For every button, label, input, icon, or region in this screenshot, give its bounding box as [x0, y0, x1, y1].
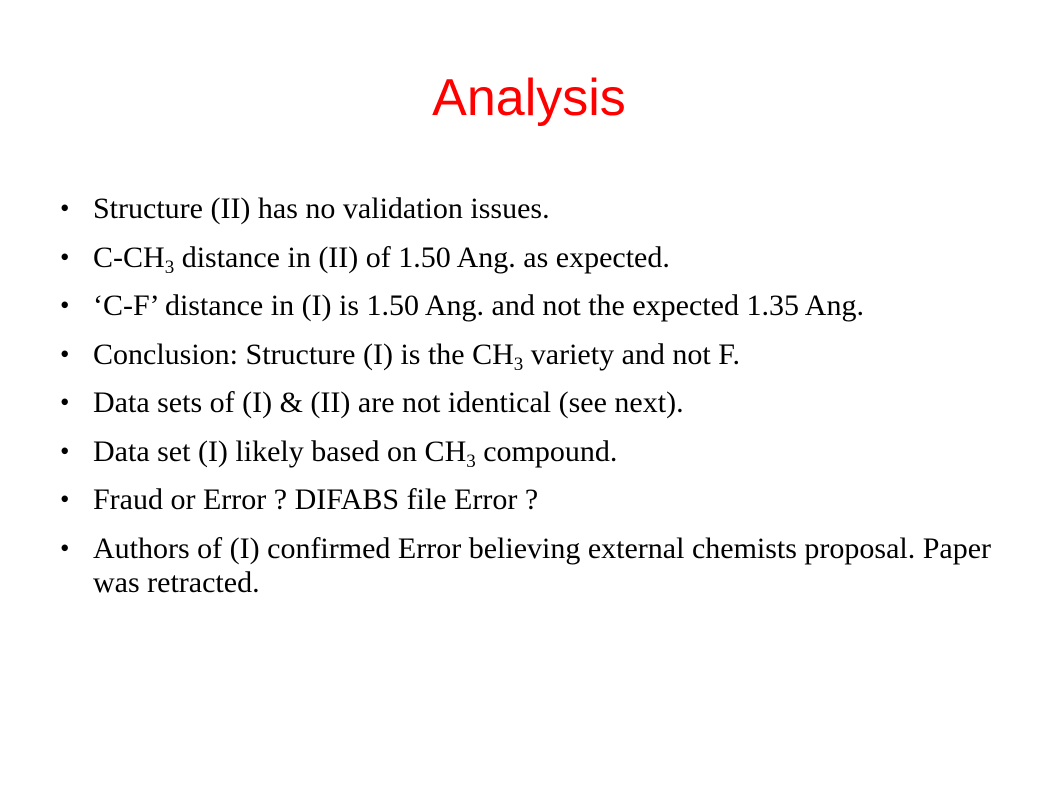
bullet-dot-icon: •	[60, 338, 70, 369]
bullet-item	[60, 386, 1000, 420]
bullet-dot-icon: •	[60, 532, 70, 563]
bullet-dot-icon: •	[60, 193, 70, 223]
bullet-text-end: variety and not F.	[523, 337, 741, 371]
bullet-text: Structure (II) has no validation issues.	[93, 192, 550, 225]
bullet-text-end: compound.	[475, 434, 618, 468]
bullet-item	[60, 532, 1000, 600]
bullet-dot-icon: •	[60, 484, 70, 514]
slide-title: Analysis	[432, 69, 626, 127]
bullet-text-start: Data set (I) likely based on CH	[93, 434, 467, 468]
bullet-item	[60, 337, 1000, 375]
subscript: 3	[164, 256, 175, 278]
bullet-dot-icon: •	[60, 241, 70, 272]
bullet-item	[60, 483, 1000, 517]
bullet-text: Data sets of (I) & (II) are not identical (see next).	[93, 386, 684, 419]
bullet-item	[60, 434, 1000, 472]
subscript: 3	[513, 353, 524, 375]
bullet-item	[60, 240, 1000, 278]
bullet-text-start: C-CH	[93, 240, 165, 274]
bullet-dot-icon: •	[60, 290, 70, 320]
bullet-text-end: distance in (II) of 1.50 Ang. as expected.	[174, 240, 670, 274]
bullet-text: Authors of (I) confirmed Error believing external chemists proposal. Paper was retracted.	[93, 531, 992, 599]
bullet-text: Fraud or Error ? DIFABS file Error ?	[93, 483, 539, 516]
bullet-item	[60, 289, 1000, 323]
bullet-item	[60, 192, 1000, 226]
bullet-dot-icon: •	[60, 435, 70, 466]
bullet-text-start: Conclusion: Structure (I) is the CH	[93, 337, 514, 371]
subscript: 3	[466, 450, 476, 472]
bullet-text: ‘C-F’ distance in (I) is 1.50 Ang. and not the expected 1.35 Ang.	[93, 289, 864, 322]
bullet-list	[60, 192, 1000, 614]
bullet-dot-icon: •	[60, 387, 70, 417]
